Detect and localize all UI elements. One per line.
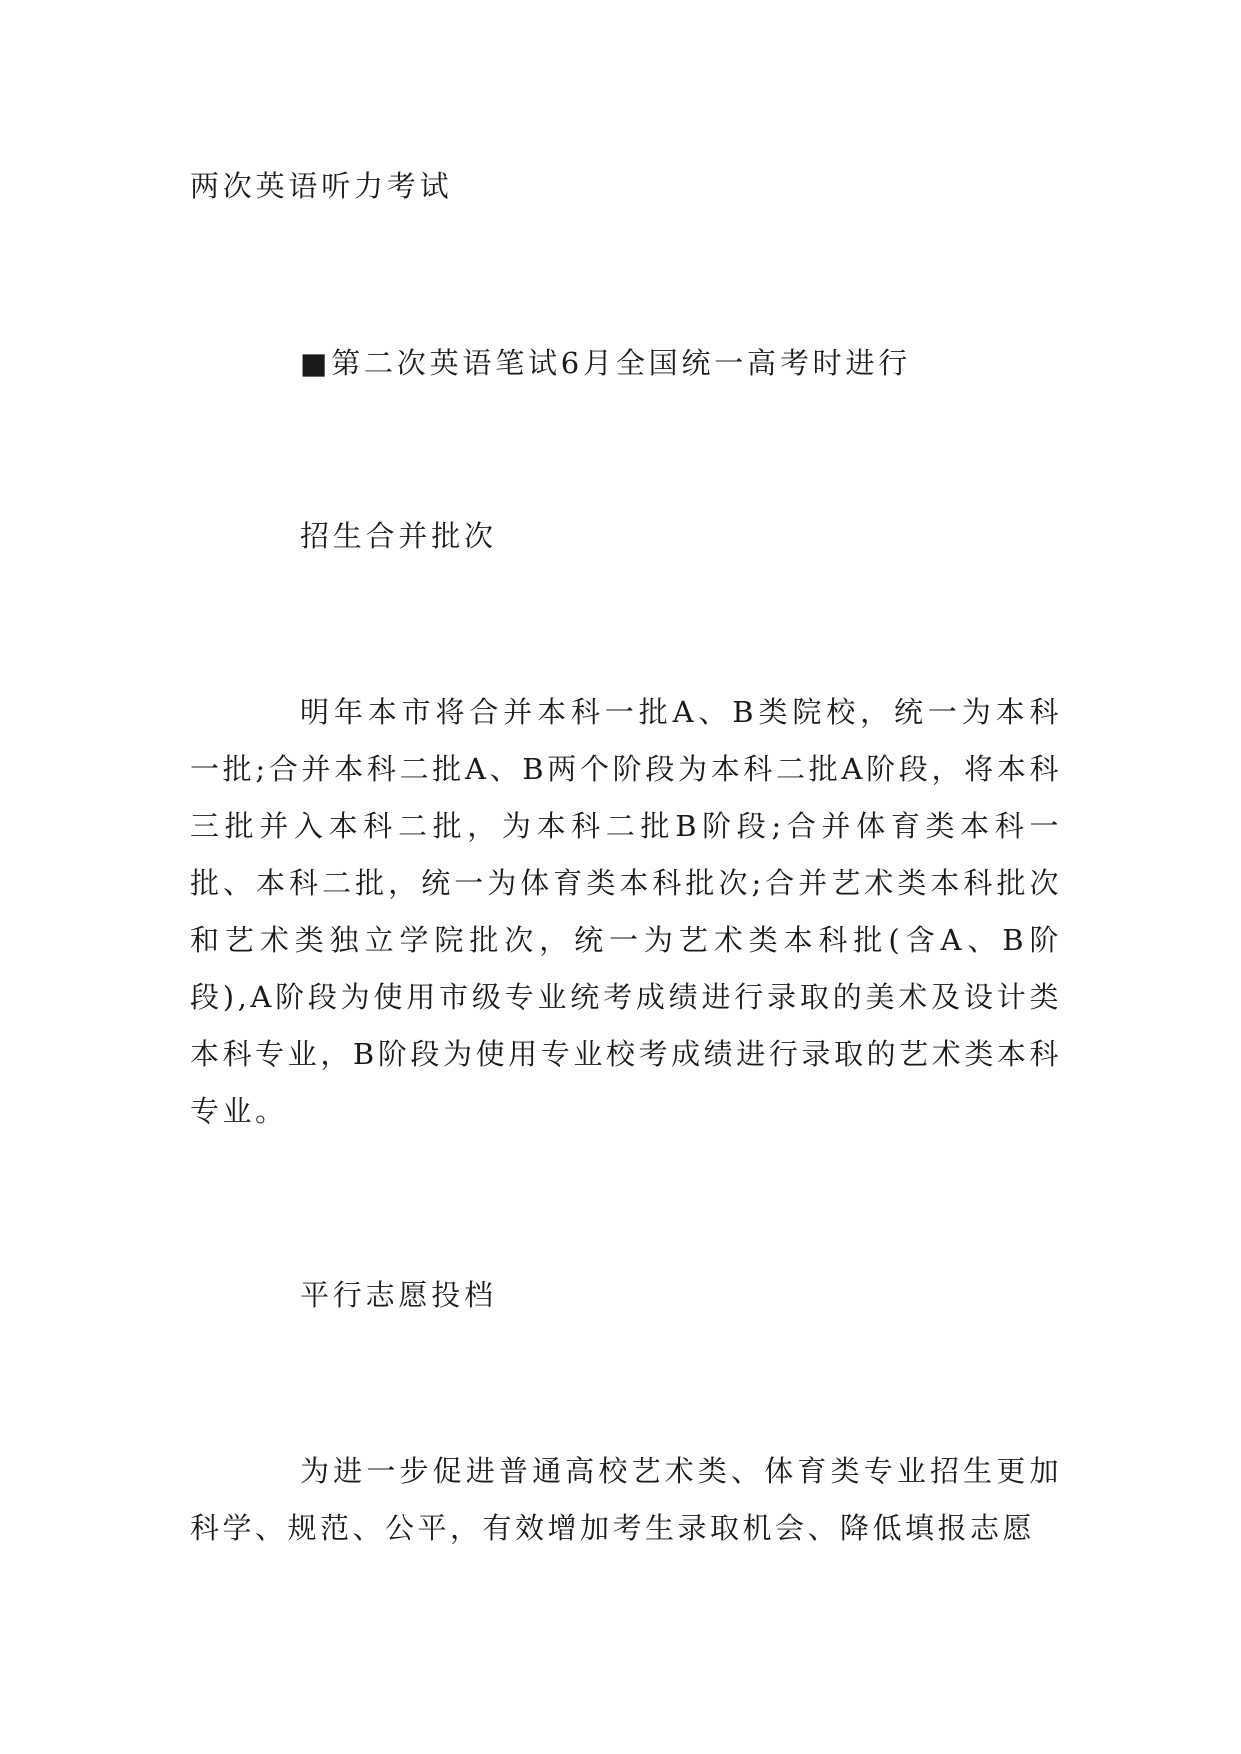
text-line: 两次英语听力考试 — [190, 169, 453, 203]
body-paragraph: 为进一步促进普通高校艺术类、体育类专业招生更加科学、规范、公平，有效增加考生录取机会、降低填报志愿 — [190, 1454, 1062, 1545]
section-heading: 平行志愿投档 — [300, 1278, 497, 1312]
body-paragraph: 明年本市将合并本科一批A、B类院校，统一为本科一批;合并本科二批A、B两个阶段为本科二批A阶段，将本科三批并入本科二批，为本科二批B阶段;合并体育类本科一批、本科二批，统一为体育类本科批次;合并艺术类本科批次和艺术类独立学院批次，统一为艺术类本科批(含A、B阶段),A阶段为使用市级专业统考成绩进行录取的美术及设计类本科专业，B阶段为使用专业校考成绩进行录取的艺术类本科专业。 — [190, 695, 1062, 1128]
section-subtitle: ■第二次英语笔试6月全国统一高考时进行 — [300, 346, 912, 380]
section-heading: 招生合并批次 — [300, 519, 497, 553]
